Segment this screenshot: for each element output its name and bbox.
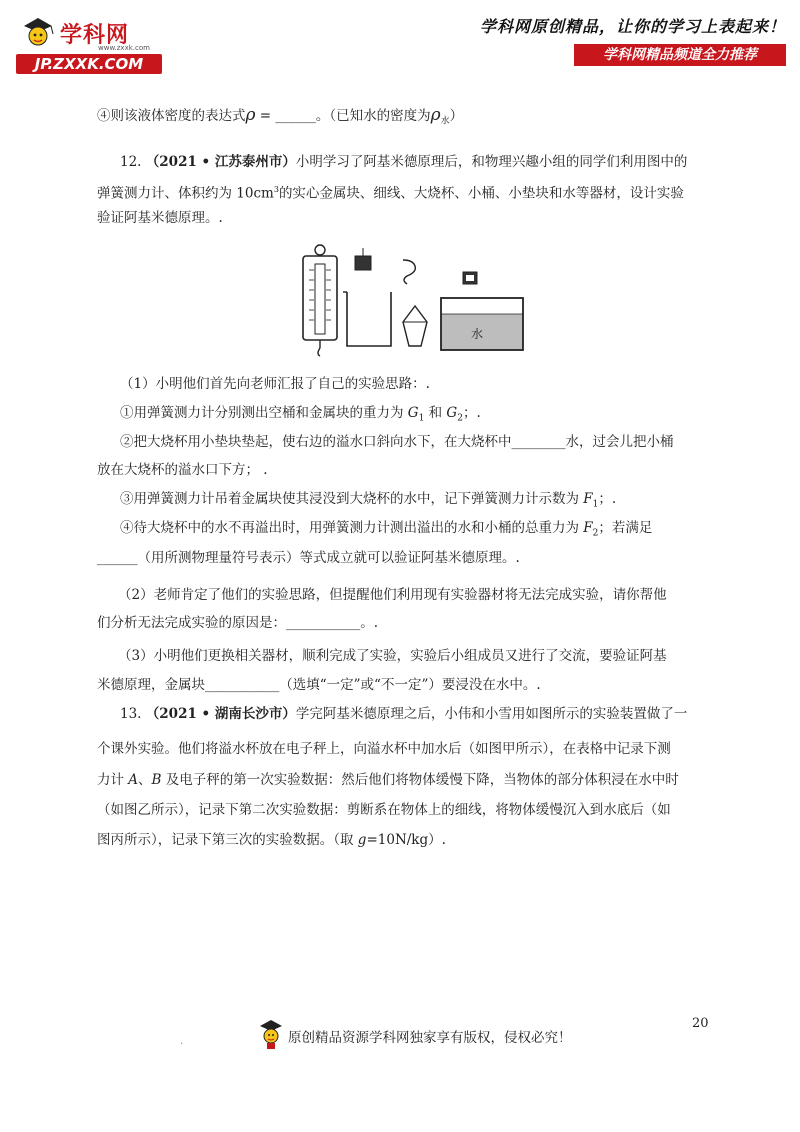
rho-symbol: ρ [245,105,256,125]
text: 弹簧测力计、体积约为 10cm [97,185,274,202]
var-g: G [407,405,419,421]
step-4-line-1 [120,518,652,544]
header-slogan: 学科网原创精品，让你的学习上表起来！ [479,17,786,36]
footer-dot: . [180,1036,184,1047]
text: 图丙所示），记录下第三次的实验数据。（取 [97,832,358,848]
subscript: 1 [592,499,599,510]
copyright-text: 原创精品资源学科网独家享有版权，侵权必究！ [288,1030,572,1046]
subscript: 2 [592,528,599,539]
text: ______。（已知水的密度为 [275,108,431,124]
part-3-line-1: （3）小明他们更换相关器材，顺利完成了实验，实验后小组成员又进行了交流，要验证阿基 [118,648,667,664]
text: =10N/kg）. [366,832,446,848]
question-source: （2021 • 湖南长沙市） [145,706,296,722]
mascot-icon [18,14,58,52]
text: ；若满足 [598,520,653,536]
var-f: F [583,520,593,536]
overflow-beaker-icon [441,298,523,350]
footer [258,1018,578,1052]
part-3-line-2: 米德原理，金属块___________（选填“一定”或“不一定”）要浸没在水中。. [97,677,541,693]
text: ） [449,108,464,124]
step-4-line-2: ______（用所测物理量符号表示）等式成立就可以验证阿基米德原理。. [97,550,520,566]
text: ①用弹簧测力计分别测出空桶和金属块的重力为 [120,405,408,421]
text: ；. [462,405,481,421]
text: ④则该液体密度的表达式 [97,108,246,124]
mascot-icon [258,1018,284,1050]
text: 及电子秤的第一次实验数据：然后他们将物体缓慢下降，当物体的部分体积浸在水中时 [161,772,679,788]
water-label: 水 [471,327,484,341]
logo-text: 学科网 [60,23,130,48]
text: 、 [138,772,152,788]
text: ③用弹簧测力计吊着金属块使其浸没到大烧杯的水中，记下弹簧测力计示数为 [120,491,584,507]
step-3 [120,489,616,515]
step-2-line-2: 放在大烧杯的溢水口下方； . [97,462,268,478]
question-source: （2021 • 江苏泰州市） [145,154,296,170]
logo-subtext: www.zxxk.com [98,44,150,52]
var-b: B [151,772,162,788]
question-13-line-3 [97,770,679,790]
channel-banner[interactable]: 学科网精品频道全力推荐 [574,44,786,66]
question-13-line-5 [97,830,446,850]
question-number: 13. [120,706,142,722]
question-12-line-2 [97,180,684,204]
beaker-icon [343,292,391,346]
part-1-intro: （1）小明他们首先向老师汇报了自己的实验思路：. [120,376,430,392]
question-13-line-2: 个课外实验。他们将溢水杯放在电子秤上，向溢水杯中加水后（如图甲所示），在表格中记录下测 [97,741,671,757]
part-2-line-2: 们分析无法完成实验的原因是：___________。. [97,615,379,631]
subscript: 水 [440,116,450,127]
spring-scale-icon [303,245,337,356]
thread-icon [403,260,415,284]
var-g: g [357,832,367,848]
small-bucket-icon [403,306,427,346]
superscript: 3 [273,185,279,194]
answer-line-density [97,105,463,132]
rho-symbol: ρ [430,105,441,125]
text: 的实心金属块、细线、大烧杯、小桶、小垫块和水等器材，设计实验 [278,185,684,202]
question-12-line-1 [120,152,687,172]
question-12-line-3: 验证阿基米德原理。. [97,210,223,226]
subscript: 1 [418,413,425,424]
text: 和 [424,405,447,421]
step-2-line-1: ②把大烧杯用小垫块垫起，使右边的溢水口斜向水下，在大烧杯中________水，过会儿把小桶 [120,434,674,450]
part-2-line-1: （2）老师肯定了他们的实验思路，但提醒他们利用现有实验器材将无法完成实验，请你帮他 [118,587,667,603]
text: 小明学习了阿基米德原理后，和物理兴趣小组的同学们利用图中的 [295,154,688,170]
text: 力计 [97,772,129,788]
metal-block-icon [355,248,371,270]
var-g: G [446,405,458,421]
block-pad-icon [463,272,477,284]
text: ；. [598,491,617,507]
site-logo[interactable] [16,14,166,76]
subscript: 2 [457,413,463,424]
question-13-line-1 [120,704,687,724]
logo-domain: JP.ZXXK.COM [16,54,162,74]
var-a: A [128,772,139,788]
var-f: F [583,491,593,507]
text: ④待大烧杯中的水不再溢出时，用弹簧测力计测出溢出的水和小桶的总重力为 [120,520,584,536]
page-number: 20 [692,1016,709,1031]
logo-top [16,14,166,52]
question-number: 12. [120,154,142,170]
text: 学完阿基米德原理之后，小伟和小雪用如图所示的实验装置做了一 [295,706,688,722]
text: = [255,108,276,124]
apparatus-figure [295,242,535,362]
question-13-line-4: （如图乙所示），记录下第二次实验数据：剪断系在物体上的细线，将物体缓慢沉入到水底后（如 [97,802,671,818]
step-1 [120,403,481,429]
